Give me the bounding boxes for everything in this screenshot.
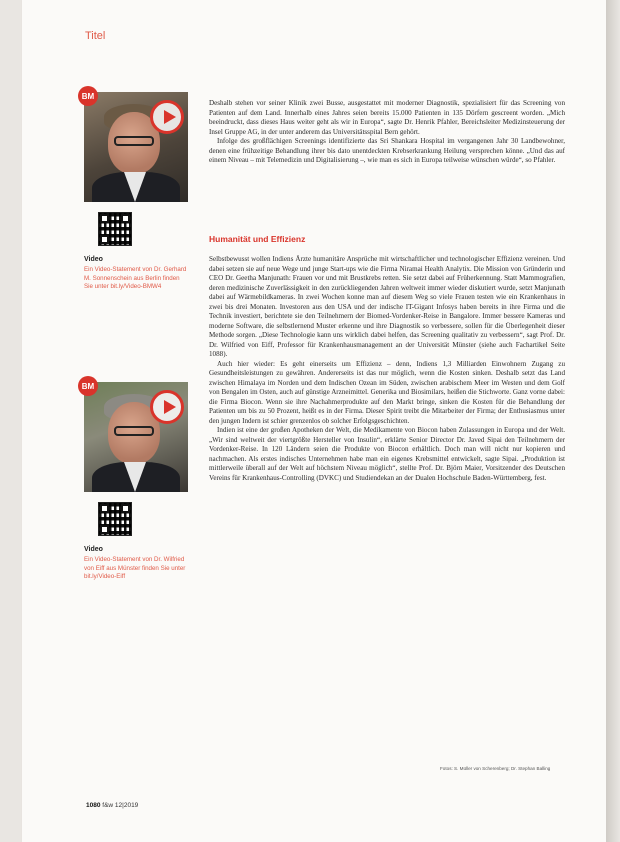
qr-code-icon bbox=[98, 502, 132, 536]
bm-badge: BM bbox=[78, 86, 98, 106]
play-icon[interactable] bbox=[150, 100, 184, 134]
photo-credit: Fotos: S. Müller von Scherenberg; Dr. Stephan Balling bbox=[440, 766, 551, 771]
video-block-2 bbox=[81, 381, 188, 582]
portrait-glasses bbox=[114, 426, 154, 436]
paragraph: Indien ist eine der großen Apotheken der Welt, die Medikamente von Biocon haben Zulassungen in Europa und der Welt. „Wir sind weltweit der viertgrößte Hersteller von Insulin“, erklärte Senior Director Dr. Javed Sipai den Teilnehmern der Vordenker-Reise. In 120 Ländern seien die Produkte von Biocon erhältlich. Doch man will nicht nur kopieren und nachmachen. Als erstes indisches Unternehmen habe man ein eigenes Krebsmittel entwickelt, sagte Sipai. „Produktion ist mittlerweile überall auf der Welt auf höchstem Niveau möglich“, stellte Prof. Dr. Björn Maier, Vorsitzender des Deutschen Vereins für Krankenhaus-Controlling (DVKC) und Studiendekan an der Dualen Hochschule Baden-Württemberg, fest. bbox=[209, 426, 565, 482]
video-label: Video bbox=[84, 256, 103, 263]
video-label: Video bbox=[84, 546, 103, 553]
article-body bbox=[209, 255, 565, 483]
paragraph: Deshalb stehen vor seiner Klinik zwei Busse, ausgestattet mit moderner Diagnostik, spezialisiert für das Screening von Patienten auf dem Land. Innerhalb eines Jahres seien bereits 15.000 Patienten in 135 Dörfern gescreent worden. „Mich beeindruckt, dass dieses Haus weiter geht als wir in Europa“, sagte Dr. Henrik Pfahler, Bereichsleiter Medizinsteuerung der Insel Gruppe AG, in der unter anderem das Universitätsspital Bern gehört. bbox=[209, 99, 565, 136]
video-thumbnail[interactable] bbox=[84, 92, 188, 202]
publication-name: f&w 12|2019 bbox=[102, 802, 139, 809]
paragraph: Selbstbewusst wollen Indiens Ärzte humanitäre Ansprüche mit wirtschaftlicher und technologischer Effizienz vereinen. Und dabei setzen sie auf neue Wege und junge Start-ups wie die Firma Niramai Health Analytix. Die Mission von Gründerin und CEO Dr. Geetha Manjunath: Frauen vor und mit Brustkrebs retten. Sie setzt dabei auf Früherkennung. Statt Mammografien, deren medizinische Zuverlässigkeit in den zurückliegenden Jahren weltweit immer wieder diskutiert wurde, setzt Manjunath dabei auf Wärmebildkameras. In zwei Wochen konne man auf diesem Weg so viele Frauen testen wie ein Krankenhaus in zwei bis drei Monaten. Investoren aus den USA und der indische IT-Gigant Infosys haben bereits in ihre Firma und die Technik investiert, berichtete sie den Teilnehmern der Biomed-Vordenker-Reise in Bangalore. Immer bessere Kameras und moderne Software, die selbstlernend Muster erkenne und ihre Diagnostik so verbessere, sollen für die Überlegenheit dieser Methode sorgen. „Diese Technologie kann uns wirklich dabei helfen, das Screening qualitativ zu verbessern“, sagt Prof. Dr. Dr. Wilfried von Eiff, Professor für Krankenhausmanagement an der Universität Münster (siehe auch Fachartikel Seite 1088). bbox=[209, 255, 565, 358]
article-intro bbox=[209, 99, 565, 166]
portrait-glasses bbox=[114, 136, 154, 146]
play-icon[interactable] bbox=[150, 390, 184, 424]
subheading: Humanität und Effizienz bbox=[209, 234, 306, 244]
section-title: Titel bbox=[85, 30, 106, 42]
paragraph: Auch hier wieder: Es geht einerseits um Effizienz – denn, Indiens 1,3 Milliarden Einwohnern Zugang zu Gesundheitsleistungen zu gewähren. Andererseits ist das nur möglich, wenn die Kosten sinken. Deshalb setzt das Land zwischen Himalaya im Norden und dem Indischen Ozean im Süden, zwischen arabischem Meer im Westen und dem Golf von Bengalen im Osten, auch auf günstige Arzneimittel. Generika und Biosimilars, heißen die Stichworte. Ganz vorne dabei: die Firma Biocon. Wenn sie ihre Nachahmerprodukte auf den Markt bringe, sinken die Kosten für die Behandlung der Patienten um bis zu 50 Prozent, heißt es in der Firma. Dieser Spirit treibt die Mitarbeiter der Firma; der Enthusiasmus unter den jungen Indern ist schier grenzenlos ob solcher Erfolgsgeschichten. bbox=[209, 359, 565, 425]
video-caption: Ein Video-Statement von Dr. Wilfried von Eiff aus Münster finden Sie unter bit.ly/Video-Eiff bbox=[84, 556, 186, 581]
page-edge bbox=[606, 0, 620, 842]
paragraph: Infolge des großflächigen Screenings identifizierte das Sri Shankara Hospital im vergangenen Jahr 30 Landbewohner, denen eine frühzeitige Behandlung ihrer bis dato unentdeckten Krebserkrankung Heilung versprechen könne. „Und das auf einem Niveau – mit Telemedizin und Digitalisierung –, wie man es sich in Europa teilweise wünschen würde“, so Pfahler. bbox=[209, 137, 565, 164]
video-thumbnail[interactable] bbox=[84, 382, 188, 492]
bm-badge: BM bbox=[78, 376, 98, 396]
page-folio bbox=[86, 802, 138, 809]
video-block-1 bbox=[81, 91, 188, 292]
page-number: 1080 bbox=[86, 802, 101, 809]
video-caption: Ein Video-Statement von Dr. Gerhard M. Sonnenschein aus Berlin finden Sie unter bit.ly/Video-BMW4 bbox=[84, 266, 187, 291]
qr-code-icon bbox=[98, 212, 132, 246]
